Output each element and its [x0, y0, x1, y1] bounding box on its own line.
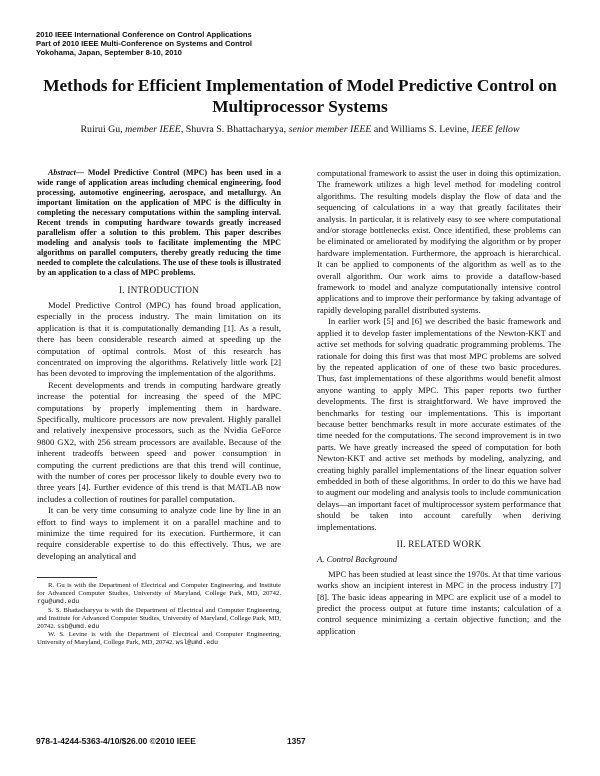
author-list — [20, 124, 580, 136]
author-separator: and — [371, 124, 391, 135]
page-number: 1357 — [287, 736, 306, 746]
author3-role: IEEE fellow — [471, 124, 520, 135]
abstract — [37, 168, 281, 279]
author3-name: Williams S. Levine, — [390, 124, 472, 135]
section-heading-related-work: II. RELATED WORK — [396, 539, 482, 549]
intro-paragraph-3-continued: computational framework to assist the user in doing this optimization. The framework utilizes a high level method for modeling control algorithms. The resulting models display the flow of data and the sequencing of calculations in a way that greatly facilitates their analysis. In particular, it is relatively easy to see where computational and/or storage bottlenecks exist. Once identified, these problems can be eliminated or ameliorated by modifying the algorithm or by proper hardware implementation. Furthermore, the approach is hierarchical. It can be applied to components of the algorithm as well as to the overall algorithm. Our work aims to provide a dataflow-based framework to model and analyze computationally intensive control applications and to improve their performance by taking advantage of rapidly developing parallel distributed systems. — [317, 168, 561, 315]
title-line2: Multiprocessor Systems — [212, 97, 388, 116]
author1-role: member IEEE — [125, 124, 181, 135]
footnote-divider — [37, 577, 97, 578]
author-separator: , — [180, 124, 186, 135]
footnote-author3-text: W. S. Levine is with the Department of Electrical and Computer Engineering, University of Maryland, College Park, MD, 20742. — [37, 630, 281, 646]
right-column — [317, 168, 561, 637]
intro-paragraph-4: In earlier work [5] and [6] we described the basic framework and applied it to develop faster implementations of the Newton-KKT and active set methods for solving quadratic programming problems. The rationale for doing this first was that most MPC problems are solved by the repeated application of one of these two basic procedures. Thus, fast implementations of these algorithms would benefit almost anyone wanting to apply MPC. This paper reports two further developments. The first is straightforward. We have improved the benchmarks for testing our implementations. This is important because better benchmarks result in more accurate estimates of the time needed for the computations. The second improvement is in two parts. We have greatly increased the speed of computation for both Newton-KKT and active set methods by modeling, analyzing, and creating highly parallel implementations of the linear equation solver embedded in both of these algorithms. In order to do this we have had to augment our modeling and analysis tools to include communication delays—an important facet of multiprocessor system performance that should be taken into account carefully when deriving implementations. — [317, 316, 561, 532]
intro-paragraph-3: It can be very time consuming to analyze code line by line in an effort to find ways to implement it on a parallel machine and to minimize the time required for its execution. Furthermore, it can require considerable expertise to do this effectively. Thus, we are developing an analytical and — [37, 505, 281, 561]
conference-header-line3: Yokohama, Japan, September 8-10, 2010 — [36, 48, 182, 57]
conference-header-line1: 2010 IEEE International Conference on Control Applications — [36, 30, 252, 39]
author2-role: senior member IEEE — [288, 124, 372, 135]
abstract-label: Abstract — [48, 168, 76, 177]
intro-paragraph-1: Model Predictive Control (MPC) has found broad application, especially in the process industry. The main limitation on its application is that it is computationally demanding [1]. As a result, there has been considerable research aimed at speeding up the computation of optimal controls. Most of this research has concentrated on improving the algorithms. Relatively little work [2] has been devoted to improving the implementation of the algorithms. — [37, 299, 281, 379]
intro-paragraph-2: Recent developments and trends in computing hardware greatly increase the potential for increasing the speed of the MPC computations by properly implementing them in hardware. Specifically, multicore processors are now prevalent. Highly parallel and relatively inexpensive processors, such as the Nvidia GeForce 9800 GX2, with 256 stream processors are available. Because of the inherent tradeoffs between speed and power consumption in computing the current predictions are that this trend will continue, with the number of cores per processor likely to double every two to three years [4]. Further evidence of this trend is that MATLAB now includes a collection of routines for parallel computation. — [37, 379, 281, 504]
footnote-author2-email: ssb@umd.edu — [57, 622, 100, 630]
isbn-copyright-footer: 978-1-4244-5363-4/10/$26.00 ©2010 IEEE — [36, 736, 196, 746]
abstract-text: — Model Predictive Control (MPC) has been used in a wide range of application areas including chemical engineering, food processing, automotive engineering, aerospace, and metallurgy. An important limitation on the application of MPC is the difficulty in completing the necessary computations within the sampling interval. Recent trends in computing hardware towards greatly increased parallelism offer a solution to this problem. This paper describes modeling and analysis tools to facilitate implementing the MPC algorithms on parallel computers, thereby greatly reducing the time needed to complete the calculations. The use of these tools is illustrated by an application to a class of MPC problems. — [37, 168, 281, 278]
subsection-heading-control-background: A. Control Background — [317, 554, 398, 565]
footnote-author1-text: R. Gu is with the Department of Electrical and Computer Engineering, and Institute for Advanced Computer Studies, University of Maryland, College Park, MD, 20742. — [37, 582, 281, 598]
left-column — [37, 168, 281, 647]
conference-header-line2: Part of 2010 IEEE Multi-Conference on Systems and Control — [36, 39, 253, 48]
footnote-author2 — [37, 607, 281, 631]
author1-name: Ruirui Gu, — [80, 124, 126, 135]
paper-title — [30, 75, 570, 117]
section-heading-introduction: I. INTRODUCTION — [119, 284, 199, 295]
related-paragraph-1: MPC has been studied at least since the 1970s. At that time various works show an incipient interest in MPC in the process industry [7][8]. The basic ideas appearing in MPC are explicit use of a model to predict the process output at future time instants; calculation of a control sequence minimizing a certain objective function; and the application — [317, 568, 561, 636]
footnote-author1 — [37, 582, 281, 606]
footnote-author2-text: S. S. Bhattacharyya is with the Department of Electrical and Computer Engineering, and Institute for Advanced Computer Studies, University of Maryland, College Park, MD, 20742. — [37, 606, 281, 630]
author2-name: Shuvra S. Bhattacharyya, — [185, 124, 289, 135]
footnote-author3-email: wsl@umd.edu — [175, 638, 218, 646]
footnote-author1-email: rgu@umd.edu — [37, 598, 80, 606]
footnote-author3 — [37, 631, 281, 647]
title-line1: Methods for Efficient Implementation of Model Predictive Control on — [43, 76, 557, 95]
